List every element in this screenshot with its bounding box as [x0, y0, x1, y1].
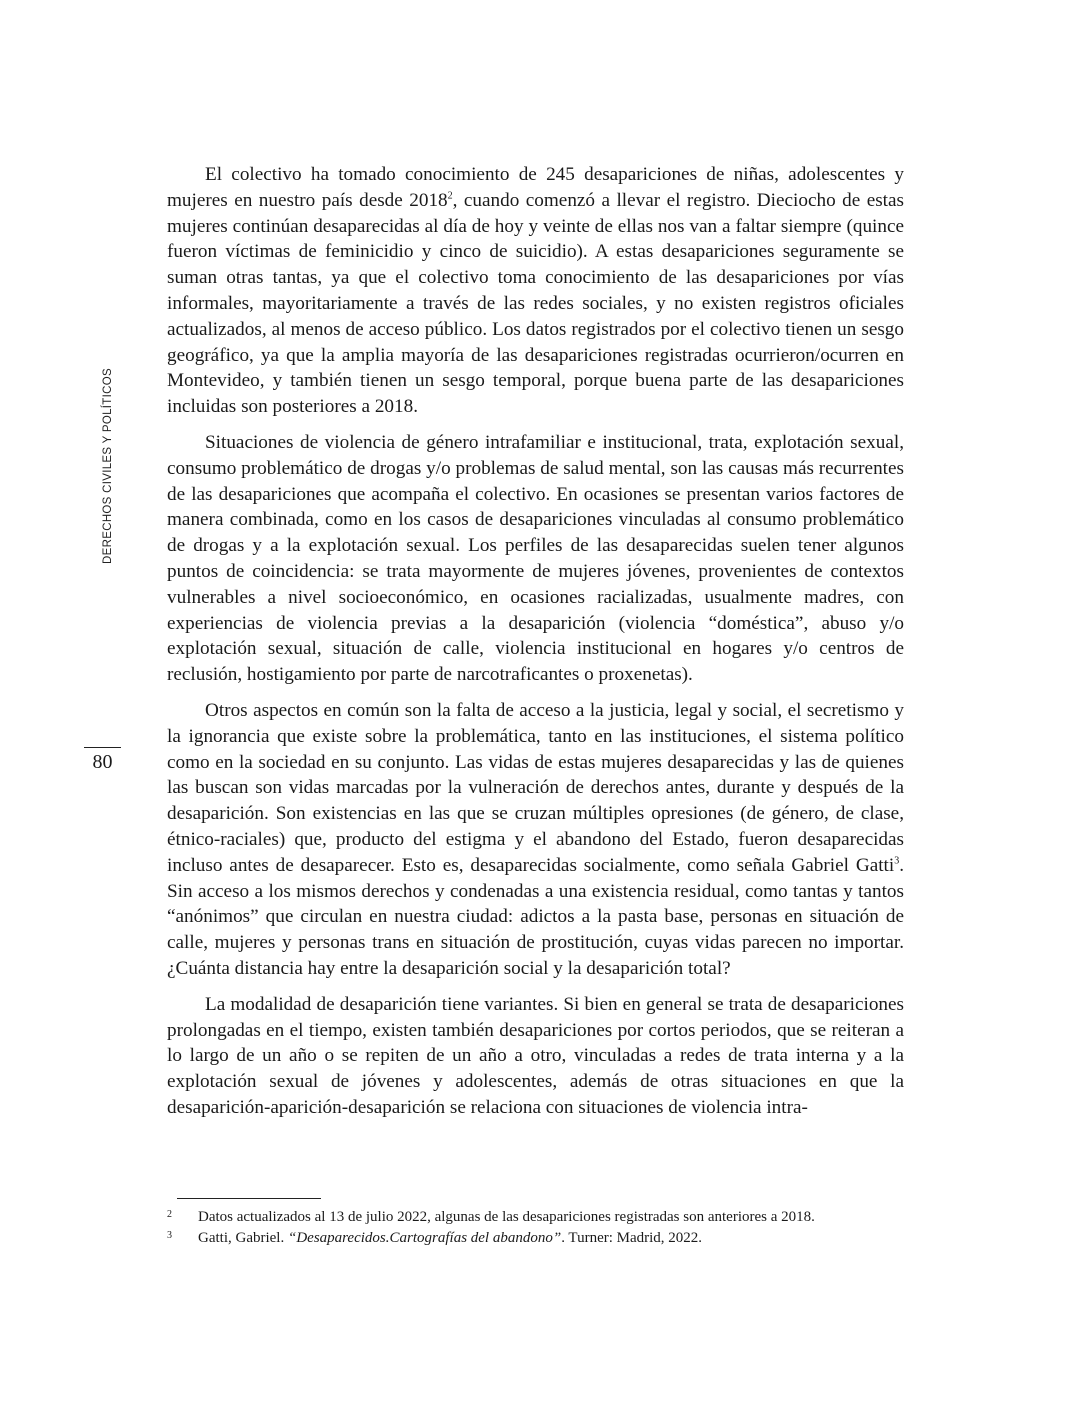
body-text — [167, 162, 904, 1131]
running-head: DERECHOS CIVILES Y POLÍTICOS — [102, 368, 114, 564]
footnote-2 — [167, 1207, 904, 1228]
footnote-citation-publisher: . Turner: Madrid, 2022. — [561, 1230, 703, 1246]
footnotes — [167, 1207, 904, 1249]
footnote-number: 3 — [167, 1230, 172, 1241]
footnote-text: Datos actualizados al 13 de julio 2022, algunas de las desapariciones registradas son anteriores a 2018. — [198, 1209, 815, 1225]
footnote-ref-3: 3 — [894, 855, 900, 867]
footnote-number: 2 — [167, 1209, 172, 1220]
footnote-3 — [167, 1228, 904, 1249]
paragraph-2: Situaciones de violencia de género intrafamiliar e institucional, trata, explotación sexual, consumo problemático de drogas y/o problemas de salud mental, son las causas más recurrentes de las desapariciones que acompaña el colectivo. En ocasiones se presentan varios factores de manera combinada, como en los casos de desapariciones vinculadas al consumo problemático de drogas y a la explotación sexual. Los perfiles de las desaparecidas suelen tener algunos puntos de coincidencia: se trata mayormente de mujeres jóvenes, provenientes de contextos vulnerables a nivel socioeconómico, en ocasiones racializadas, usualmente madres, con experiencias de violencia previas a la desaparición (violencia “doméstica”, abuso y/o explotación sexual, situación de calle, violencia institucional en hogares y/o centros de reclusión, hostigamiento por parte de narcotraficantes o proxenetas). — [167, 431, 904, 686]
page-number: 80 — [92, 751, 113, 773]
footnote-citation-author: Gatti, Gabriel. — [198, 1230, 288, 1246]
footnote-ref-2: 2 — [447, 190, 453, 202]
paragraph-4: La modalidad de desaparición tiene variantes. Si bien en general se trata de desapariciones prolongadas en el tiempo, existen también desapariciones por cortos periodos, que se reiteran a lo largo de un año o se repiten de un año a otro, vinculadas a redes de trata interna y a la explotación sexual de jóvenes y adolescentes, además de otras situaciones en que la desaparición-aparición-desaparición se relaciona con situaciones de violencia intra- — [167, 993, 904, 1118]
footnote-citation-title: “Desaparecidos.Cartografías del abandono” — [287, 1230, 562, 1246]
paragraph-3: Otros aspectos en común son la falta de acceso a la justicia, legal y social, el secretismo y la ignorancia que existe sobre la problemática, tanto en las instituciones, el sistema político como en la sociedad en su conjunto. Las vidas de estas mujeres desaparecidas y las de quienes las buscan son vidas marcadas por la vulneración de derechos antes, durante y después de la desaparición. Son existencias en las que se cruzan múltiples opresiones (de género, de clase, étnico-raciales) que, producto del estigma y el abandono del Estado, fueron desaparecidas incluso antes de desaparecer. Esto es, desaparecidas socialmente, como señala Gabriel Gatti$^3$. Sin acceso a los mismos derechos y condenadas a una existencia residual, como tantas y tantos “anónimos” que circulan en nuestra ciudad: adictos a la pasta base, personas en situación de calle, mujeres y personas trans en situación de prostitución, cuyas vidas parecen no importar. ¿Cuánta distancia hay entre la desaparición social y la desaparición total? — [167, 699, 904, 979]
page-number-rule — [84, 747, 121, 748]
footnote-separator — [177, 1198, 321, 1199]
paragraph-1: El colectivo ha tomado conocimiento de 245 desapariciones de niñas, adolescentes y mujeres en nuestro país desde 2018$^2$, cuando comenzó a llevar el registro. Dieciocho de estas mujeres continúan desaparecidas al día de hoy y veinte de ellas nos van a faltar siempre (quince fueron víctimas de feminicidio y cinco de suicidio). A estas desapariciones seguramente se suman otras tantas, ya que el colectivo toma conocimiento de las desapariciones por vías informales, mayoritariamente a través de las redes sociales, y no existen registros oficiales actualizados, al menos de acceso público. Los datos registrados por el colectivo tienen un sesgo geográfico, ya que la amplia mayoría de las desapariciones registradas ocurrieron/ocurren en Montevideo, y también tienen un sesgo temporal, porque buena parte de las desapariciones incluidas son posteriores a 2018. — [167, 164, 904, 418]
